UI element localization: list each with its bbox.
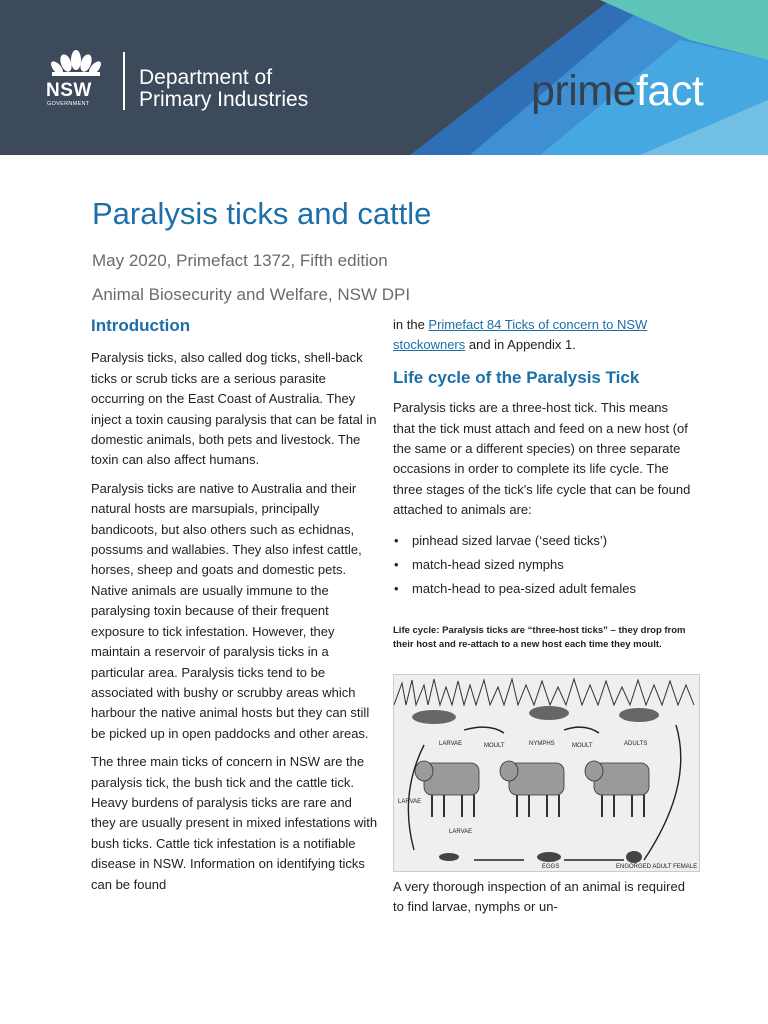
continued-prefix: in the — [393, 317, 429, 332]
inspection-paragraph: A very thorough inspection of an animal is required to find larvae, nymphs or un- — [393, 879, 685, 915]
page-title: Paralysis ticks and cattle — [92, 196, 432, 231]
division-line: Animal Biosecurity and Welfare, NSW DPI — [92, 285, 411, 304]
lifecycle-illustration — [394, 675, 699, 871]
label-moult-2: MOULT — [572, 743, 593, 749]
right-column-bottom — [393, 877, 693, 926]
brand-prime: prime — [531, 67, 637, 115]
list-item: • match-head to pea-sized adult females — [393, 579, 693, 599]
lifecycle-heading: Life cycle of the Paralysis Tick — [393, 367, 640, 387]
list-item: • match-head sized nymphs — [393, 555, 693, 575]
label-engorged: ENGORGED ADULT FEMALE — [616, 864, 698, 870]
label-moult-1: MOULT — [484, 743, 505, 749]
page-header — [0, 0, 768, 155]
continued-suffix: and in Appendix 1. — [465, 337, 576, 353]
intro-heading: Introduction — [91, 316, 191, 335]
label-larvae: LARVAE — [439, 741, 463, 747]
intro-paragraph-1: Paralysis ticks, also called dog ticks, shell-back ticks or scrub ticks are a serious parasite occurring on the East Coast of Australia. They inject a toxin causing paralysis that can be fatal in domestic animals, both pets and livestock. The toxin can also affect humans. — [91, 350, 377, 468]
brand-fact: fact — [636, 67, 704, 115]
right-column — [393, 315, 693, 604]
tick-lifecycle-figure — [393, 674, 700, 872]
government-label: GOVERNMENT — [47, 101, 90, 107]
continued-text — [393, 315, 693, 356]
department-name — [139, 67, 308, 111]
left-column — [91, 316, 379, 903]
label-adults: ADULTS — [624, 741, 648, 747]
label-eggs: EGGS — [542, 864, 560, 870]
label-nymphs: NYMPHS — [529, 741, 555, 747]
department-line-2: Primary Industries — [139, 88, 309, 111]
label-larvae-side: LARVAE — [398, 799, 422, 805]
nsw-wordmark: NSW — [46, 80, 92, 101]
figure-caption: Life cycle: Paralysis ticks are “three-host ticks” – they drop from their host and re-attach to a new host each time they moult. — [393, 625, 686, 650]
intro-paragraph-2: Paralysis ticks are native to Australia and their natural hosts are marsupials, principally bandicoots, but also others such as echidnas, possums and wallabies. They also infest cattle, horses, sheep and goats and domestic pets. Native animals are usually immune to the paralysing toxin because of their frequent exposure to tick infestation. However, they maintain a reservoir of paralysis ticks in a particular area. Paralysis ticks tend to be associated with bushy or scrubby areas which harbour the native animal hosts but they can still be picked up in open paddocks and other areas. — [91, 480, 370, 741]
list-item: • pinhead sized larvae (‘seed ticks’) — [393, 531, 693, 551]
logo-divider — [123, 52, 125, 110]
edition-line: May 2020, Primefact 1372, Fifth edition — [92, 251, 388, 270]
intro-paragraph-3: The three main ticks of concern in NSW are the paralysis tick, the bush tick and the cattle tick. Heavy burdens of paralysis ticks are rare and they are usually present in mixed infestations with bush ticks. Cattle tick infestation is a notifiable disease in NSW. Information on identifying ticks can be found — [91, 754, 378, 892]
label-larvae-bottom: LARVAE — [449, 829, 473, 835]
primefact-84-link[interactable]: Primefact 84 Ticks of concern to NSW stockowners — [393, 317, 648, 353]
stages-list — [393, 531, 693, 600]
department-line-1: Department of — [139, 66, 273, 89]
lifecycle-paragraph: Paralysis ticks are a three-host tick. This means that the tick must attach and feed on a new host (of the same or a different species) on three separate occasions in order to complete its life cycle. The three stages of the tick's life cycle that can be found attached to animals are: — [393, 400, 691, 518]
primefact-brand — [531, 66, 703, 116]
